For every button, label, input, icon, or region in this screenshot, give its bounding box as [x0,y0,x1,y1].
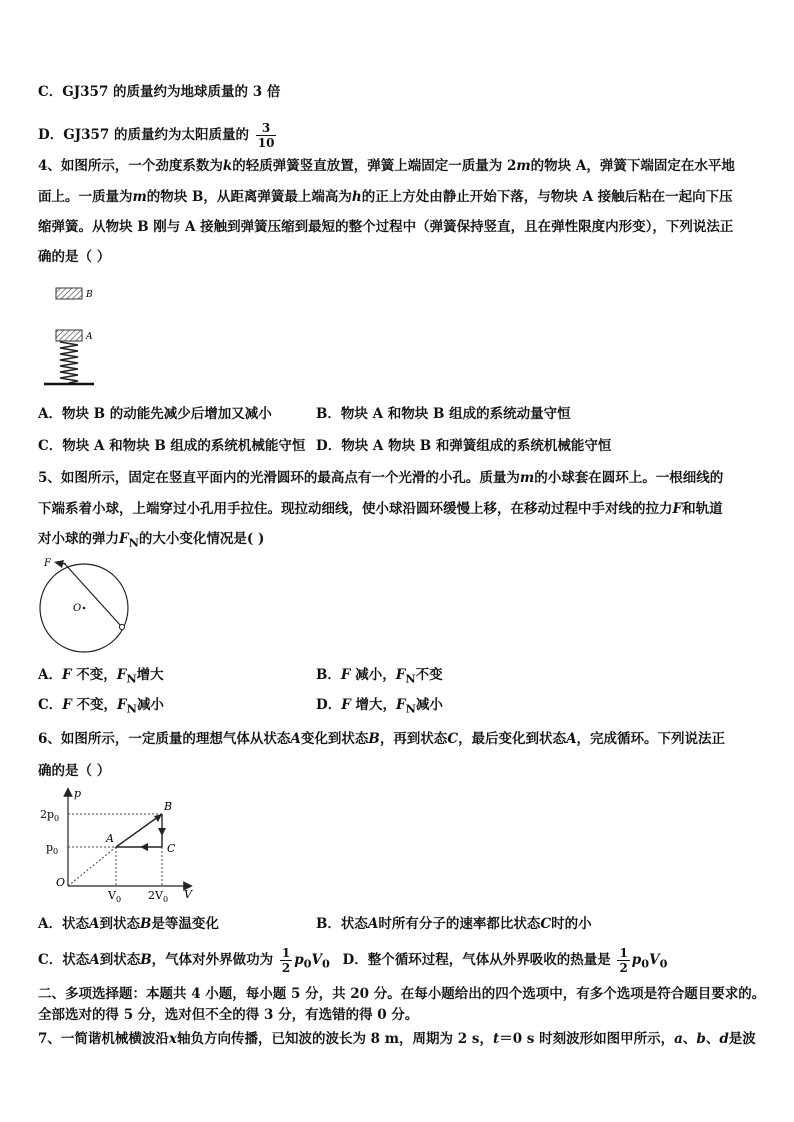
q7-stem-line1: 7、一简谐机械横波沿x轴负方向传播，已知波的波长为 8 m，周期为 2 s，t＝0 s 时刻波形如图甲所示，a、b、d是波 [38,1031,756,1047]
q3-option-d-fraction [256,121,277,150]
spring [60,342,78,383]
string-line [64,563,121,626]
q4-stem-line2: 面上。一质量为m的物块 B，从距离弹簧最上端高为h的正上方处由静止开始下落，与物块 A 接触后粘在一起向下压 [38,189,733,205]
arrow-b-c [158,828,166,836]
point-a-label: A [106,832,114,845]
q4-stem-line3: 缩弹簧。从物块 B 刚与 A 接触到弹簧压缩到最短的整个过程中（弹簧保持竖直，且在弹性限度内形变），下列说法正 [38,219,734,235]
tick-2v0: $2V_0$ [148,889,169,904]
axis-v-label: V [184,888,192,901]
q6-stem-line1: 6、如图所示，一定质量的理想气体从状态A变化到状态B，再到状态C，最后变化到状态A，完成循环。下列说法正 [38,731,726,747]
block-b-label: B [86,290,93,300]
q6-option-a: A．状态A到状态B是等温变化 [38,916,219,932]
q6-option-d-fraction: $\frac{1}{2}$ [619,946,628,975]
q3-option-d-text: D．GJ357 的质量约为太阳质量的 [38,127,250,143]
q4-stem-line1: 4、如图所示，一个劲度系数为k的轻质弹簧竖直放置，弹簧上端固定一质量为 2m的物块 A，弹簧下端固定在水平地 [38,158,735,174]
section2-header-line2: 全部选对的得 5 分，选对但不全的得 3 分，有选错的得 0 分。 [38,1007,419,1023]
q4-option-c: C．物块 A 和物块 B 组成的系统机械能守恒 [38,438,306,454]
q5-option-c: C．F 不变，$F_N$减小 [38,697,164,716]
q5-stem-line2: 下端系着小球，上端穿过小孔用手拉住。现拉动细线，使小球沿圆环缓慢上移，在移动过程中手对线的拉力F和轨道 [38,501,723,517]
block-b [56,288,82,299]
process-a-b [116,814,162,847]
q4-option-a: A．物块 B 的动能先减少后增加又减小 [38,406,272,422]
label-f: F [44,558,51,569]
fraction-numerator: 3 [256,121,277,136]
guide-origin-a [68,847,116,886]
q5-stem-line3: 对小球的弹力$F_N$的大小变化情况是( ) [38,531,265,550]
origin-label: O [56,876,66,889]
label-o: O [73,603,82,614]
block-a-label: A [86,332,93,342]
small-ball [119,624,124,629]
q6-stem-line2: 确的是（ ） [38,763,111,779]
point-b-label: B [164,800,173,813]
q6-option-c: C．状态A到状态B，气体对外界做功为 $\frac{1}{2}$ $p_0V_0$ D．整个循环过程，气体从外界吸收的热量是 $\frac{1}{2}$ $p_0V_0$ [38,946,668,975]
q5-option-a: A．F 不变，$F_N$增大 [38,667,164,686]
q6-option-b: B．状态A时所有分子的速率都比状态C时的小 [316,916,592,932]
q4-option-b: B．物块 A 和物块 B 组成的系统动量守恒 [316,406,571,422]
q6-pv-diagram [36,786,206,904]
q6-option-d-text: D．整个循环过程，气体从外界吸收的热量是 [342,952,611,968]
q3-option-c: C．GJ357 的质量约为地球质量的 3 倍 [38,84,281,100]
tick-v0: $V_0$ [108,889,122,904]
q4-option-d: D．物块 A 物块 B 和弹簧组成的系统机械能守恒 [316,438,612,454]
fraction-denominator: 10 [257,136,275,150]
q5-option-d: D．F 增大，$F_N$减小 [316,697,443,716]
center-dot [83,607,86,610]
section2-header-line1: 二、多项选择题：本题共 4 小题，每小题 5 分，共 20 分。在每小题给出的四个选项中，有多个选项是符合题目要求的。 [38,986,766,1002]
q3-option-d [38,121,278,150]
q5-ring-figure [36,556,136,656]
q5-stem-line1: 5、如图所示，固定在竖直平面内的光滑圆环的最高点有一个光滑的小孔。质量为m的小球套在圆环上。一根细线的 [38,470,724,486]
q4-stem-line4: 确的是（ ） [38,249,111,265]
arrow-a-b [154,814,162,822]
point-c-label: C [167,842,176,855]
tick-p0: $p_0$ [46,841,59,856]
tick-2p0: $2p_0$ [40,808,60,823]
arrow-c-a [140,843,148,851]
q5-option-b: B．F 减小，$F_N$不变 [316,667,443,686]
q6-option-c-fraction: $\frac{1}{2}$ [281,946,291,975]
axis-p-label: p [74,787,82,800]
q4-spring-figure [38,282,108,390]
block-a [56,330,82,341]
